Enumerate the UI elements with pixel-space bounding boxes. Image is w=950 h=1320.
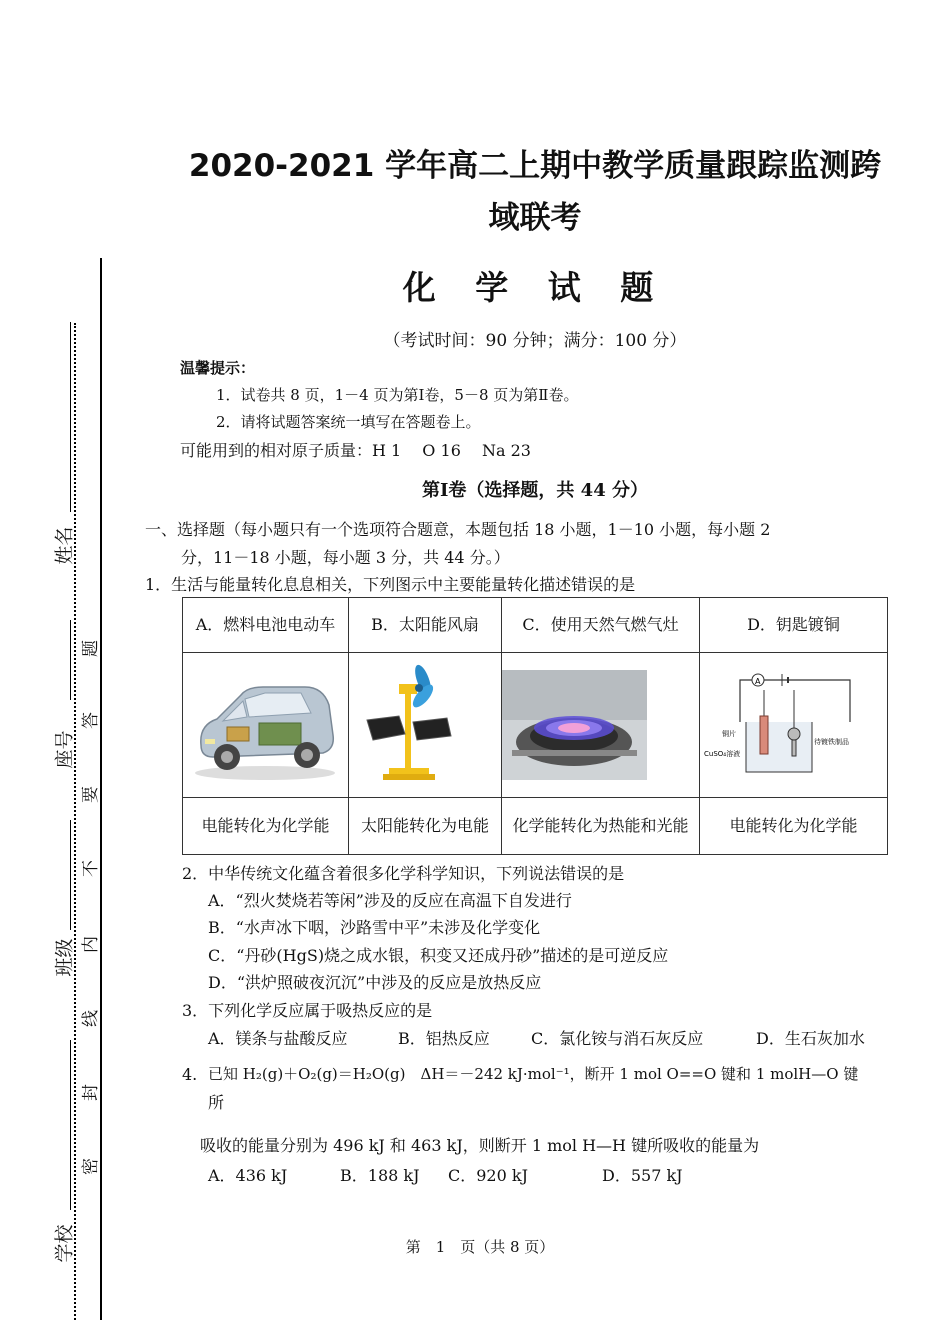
class-blank bbox=[70, 820, 71, 930]
question-3-option: B．铝热反应 bbox=[398, 1029, 490, 1048]
electric-car-image bbox=[183, 665, 348, 785]
question-4-line: 所 bbox=[208, 1093, 225, 1112]
side-label-seat: 座号 bbox=[53, 730, 76, 769]
name-blank bbox=[70, 322, 71, 512]
part-intro-line: 分，11－18 小题，每小题 3 分，共 44 分。） bbox=[181, 548, 510, 567]
option-a-description: 电能转化为化学能 bbox=[183, 798, 349, 855]
seat-blank bbox=[70, 620, 71, 700]
option-a-header: A．燃料电池电动车 bbox=[183, 598, 349, 653]
school-blank bbox=[70, 1040, 71, 1210]
side-label-school: 学校 bbox=[53, 1224, 76, 1263]
option-c-header: C．使用天然气燃气灶 bbox=[502, 598, 700, 653]
side-label-name: 姓名 bbox=[53, 526, 76, 565]
option-d-header: D．钥匙镀铜 bbox=[700, 598, 888, 653]
part-intro-line: 一、选择题（每小题只有一个选项符合题意，本题包括 18 小题，1－10 小题，每小题 2 bbox=[145, 520, 771, 539]
question-2-option: A．“烈火焚烧若等闲”涉及的反应在高温下自发进行 bbox=[208, 891, 572, 910]
option-c-description: 化学能转化为热能和光能 bbox=[502, 798, 700, 855]
electroplating-diagram bbox=[700, 660, 860, 790]
seal-char: 密 bbox=[81, 1158, 101, 1175]
exam-title: 2020-2021 学年高二上期中教学质量跟踪监测跨域联考 bbox=[188, 148, 882, 236]
ammeter-label: A bbox=[755, 677, 761, 686]
atomic-mass: 可能用到的相对原子质量：H 1 O 16 Na 23 bbox=[180, 441, 531, 460]
option-d-description: 电能转化为化学能 bbox=[700, 798, 888, 855]
solar-fan-image bbox=[349, 660, 469, 790]
exam-info: （考试时间：90 分钟；满分：100 分） bbox=[383, 331, 687, 351]
subject-title: 化 学 试 题 bbox=[402, 268, 668, 307]
seal-char: 不 bbox=[81, 860, 101, 877]
question-4-option: A．436 kJ bbox=[208, 1166, 288, 1185]
section-title: 第Ⅰ卷（选择题，共 44 分） bbox=[421, 480, 648, 501]
seal-char: 线 bbox=[81, 1010, 101, 1027]
seal-char: 题 bbox=[81, 640, 101, 657]
item-label: 待镀铁制品 bbox=[814, 738, 849, 746]
side-label-class: 班级 bbox=[53, 938, 76, 977]
question-2-stem: 2．中华传统文化蕴含着很多化学科学知识，下列说法错误的是 bbox=[182, 864, 625, 883]
seal-char: 内 bbox=[81, 936, 101, 953]
option-b-figure bbox=[349, 653, 502, 798]
question-2-option: D．“洪炉照破夜沉沉”中涉及的反应是放热反应 bbox=[208, 973, 542, 992]
question-3-option: C．氯化铵与消石灰反应 bbox=[531, 1029, 704, 1048]
question-3-stem: 3．下列化学反应属于吸热反应的是 bbox=[182, 1001, 433, 1020]
question-4-line: 吸收的能量分别为 496 kJ 和 463 kJ，则断开 1 mol H—H 键所吸收的能量为 bbox=[200, 1136, 760, 1155]
tip-item: 2．请将试题答案统一填写在答题卷上。 bbox=[216, 413, 481, 431]
option-a-figure bbox=[183, 653, 349, 798]
tip-item: 1．试卷共 8 页，1－4 页为第Ⅰ卷，5－8 页为第Ⅱ卷。 bbox=[216, 386, 579, 404]
option-c-figure bbox=[502, 653, 700, 798]
tips-label: 温馨提示： bbox=[180, 359, 256, 377]
question-4-line: 已知 H₂(g)＋O₂(g)＝H₂O(g) ΔH＝－242 kJ·mol⁻¹，断开 1 mol O==O 键和 1 molH—O 键 bbox=[208, 1065, 859, 1083]
solution-label: CuSO₄溶液 bbox=[704, 750, 741, 758]
part-intro bbox=[145, 516, 905, 572]
question-4-number: 4. bbox=[182, 1065, 198, 1084]
question-3-option: D．生石灰加水 bbox=[756, 1029, 865, 1048]
option-b-header: B．太阳能风扇 bbox=[349, 598, 502, 653]
gas-stove-image bbox=[502, 670, 647, 780]
option-d-figure bbox=[700, 653, 888, 798]
question-2-option: C．“丹砂(HgS)烧之成水银，积变又还成丹砂”描述的是可逆反应 bbox=[208, 946, 669, 965]
question-1-stem: 1．生活与能量转化息息相关，下列图示中主要能量转化描述错误的是 bbox=[145, 575, 636, 594]
question-4-option: C．920 kJ bbox=[448, 1166, 528, 1185]
seal-char: 答 bbox=[81, 712, 101, 729]
seal-char: 要 bbox=[81, 786, 101, 803]
page-footer: 第 1 页（共 8 页） bbox=[405, 1238, 555, 1256]
question-4-option: B．188 kJ bbox=[340, 1166, 420, 1185]
question-3-option: A．镁条与盐酸反应 bbox=[208, 1029, 348, 1048]
question-1-table bbox=[182, 597, 888, 855]
question-2-option: B．“水声冰下咽，沙路雪中平”未涉及化学变化 bbox=[208, 918, 541, 937]
option-b-description: 太阳能转化为电能 bbox=[349, 798, 502, 855]
seal-char: 封 bbox=[81, 1084, 101, 1101]
copper-label: 铜片 bbox=[722, 730, 736, 738]
question-4-option: D．557 kJ bbox=[602, 1166, 683, 1185]
